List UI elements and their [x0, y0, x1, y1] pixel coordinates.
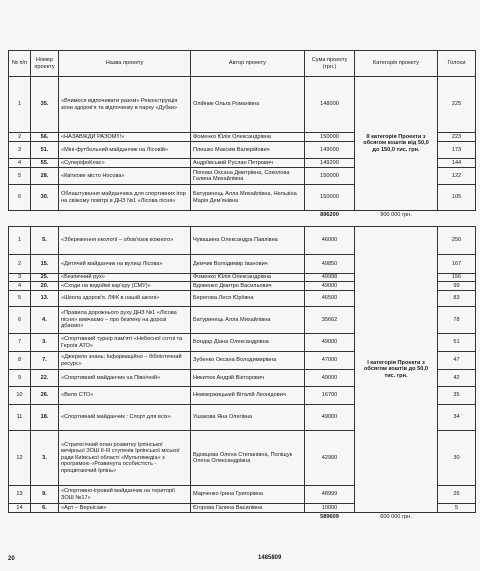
project-name: Облаштування майданчика для спортивних ігор на свіжому повітрі в ДНЗ №1 «Лісова пісня»: [59, 185, 191, 211]
project-number: 35.: [31, 77, 59, 133]
project-author: Ушакова Яна Олегівна: [191, 405, 305, 431]
project-number: 30.: [31, 185, 59, 211]
total-spacer: [9, 211, 305, 220]
project-author: Батуринець Алла Михайлівна, Нельзіна Марія Дем'янівна: [191, 185, 305, 211]
total-spacer: [438, 211, 476, 220]
project-author: Вдовцова Олена Степанівна, Поліщук Олена Олександрівна: [191, 431, 305, 486]
project-sum: 49998: [305, 274, 355, 282]
row-num: 13: [9, 486, 31, 504]
section-total-sum: 896200: [320, 212, 339, 219]
project-number: 28.: [31, 168, 59, 185]
project-author: Чувашина Олександра Павлівна: [191, 227, 305, 255]
project-sum: 150000: [305, 133, 355, 142]
votes-count: 105: [438, 185, 476, 211]
votes-count: 144: [438, 159, 476, 168]
row-num: 12: [9, 431, 31, 486]
table-header-row: [9, 51, 476, 77]
category-cell: І категорія Проекти з обсягом коштів до 50,0 тис. грн.: [355, 227, 438, 513]
total-spacer: [9, 513, 305, 522]
project-number: 51.: [31, 142, 59, 159]
row-num: 1: [9, 77, 31, 133]
votes-count: 5: [438, 504, 476, 513]
project-author: Фоменко Юлія Олександрівна: [191, 133, 305, 142]
page-number: 20: [8, 556, 15, 562]
project-number: 3.: [31, 431, 59, 486]
project-sum: 16700: [305, 387, 355, 405]
project-sum: 49000: [305, 334, 355, 352]
row-num: 2: [9, 255, 31, 274]
project-name: «Арт – Вернісаж»: [59, 504, 191, 513]
project-name: «Правила дорожнього руху ДНЗ №1 «Лісова пісня» вивчаємо – про безпеку на дорозі дбаємо»: [59, 307, 191, 334]
project-name: «Спортивний майданчик : Спорт для всіх»: [59, 405, 191, 431]
votes-count: 83: [438, 291, 476, 307]
project-number: 56.: [31, 133, 59, 142]
project-author: Єгорова Галина Василівна: [191, 504, 305, 513]
project-name: «Міні-футбольний майданчик на Лісовій»: [59, 142, 191, 159]
votes-count: 47: [438, 352, 476, 370]
project-name: «Вчимося відпочивати разом» Реконструкція зони здоров'я та відпочинку в парку «Дубки»: [59, 77, 191, 133]
row-num: 8: [9, 352, 31, 370]
votes-count: 30: [438, 431, 476, 486]
project-name: «Безпечний рух»: [59, 274, 191, 282]
votes-count: 34: [438, 405, 476, 431]
project-sum: 46000: [305, 227, 355, 255]
project-number: 55.: [31, 159, 59, 168]
project-sum: 148000: [305, 77, 355, 133]
votes-count: 42: [438, 370, 476, 387]
category-cell: ІІ категорія Проекти з обсягом коштів від 50,0 до 150,0 тис. грн.: [355, 77, 438, 211]
row-num: 6: [9, 185, 31, 211]
header-author: Автор проекту: [191, 51, 305, 77]
project-name: «Школа здоров'я. ЛФК в нашій школі»: [59, 291, 191, 307]
project-name: «Вело СТО»: [59, 387, 191, 405]
project-author: Попова Оксана Дмитрівна, Соколова Галина Михайлівна: [191, 168, 305, 185]
project-sum: 35662: [305, 307, 355, 334]
project-number: 9.: [31, 486, 59, 504]
row-num: 11: [9, 405, 31, 431]
row-num: 1: [9, 227, 31, 255]
project-name: «Сходи на водоймі кар'єру (СМУ)»: [59, 282, 191, 291]
table-row: [9, 227, 476, 255]
header-project-name: Назва проекту: [59, 51, 191, 77]
project-author: Демчик Володимир Іванович: [191, 255, 305, 274]
header-num: № п/п: [9, 51, 31, 77]
project-sum: 49000: [305, 405, 355, 431]
project-author: Зубенко Оксана Володимирівна: [191, 352, 305, 370]
project-author: Батуринець Алла Михайлівна: [191, 307, 305, 334]
section-budget: 900 000 грн.: [380, 212, 412, 219]
header-project-number: Номер проекту: [31, 51, 59, 77]
row-num: 2: [9, 133, 31, 142]
grand-total: 1485809: [258, 555, 282, 561]
project-author: Фоменко Юлія Олександрівна: [191, 274, 305, 282]
project-sum: 46500: [305, 291, 355, 307]
project-name: «Стратегічний план розвитку Ірпінської вечірньої ЗОШ ІІ-ІІІ ступенів Ірпінської міської ради Київської області «Мультимедіа» з програмою «Розвинута особистість - процвітаючий Ірпінь»: [59, 431, 191, 486]
project-name: «Спортивно-ігровий майданчик на території ЗОШ №17»: [59, 486, 191, 504]
row-num: 5: [9, 168, 31, 185]
table-category-2: [8, 50, 476, 220]
project-author: Берегова Леся Юріївна: [191, 291, 305, 307]
project-sum: 150000: [305, 185, 355, 211]
project-name: «Збереження екології – обов'язок кожного»: [59, 227, 191, 255]
project-sum: 42900: [305, 431, 355, 486]
votes-count: 173: [438, 142, 476, 159]
row-num: 9: [9, 370, 31, 387]
project-sum: 149000: [305, 142, 355, 159]
project-author: Бондар Діана Олександрівна: [191, 334, 305, 352]
row-num: 4: [9, 159, 31, 168]
votes-count: 156: [438, 274, 476, 282]
votes-count: 26: [438, 486, 476, 504]
row-num: 3: [9, 142, 31, 159]
project-number: 7.: [31, 352, 59, 370]
votes-count: 223: [438, 133, 476, 142]
project-number: 20.: [31, 282, 59, 291]
votes-count: 51: [438, 334, 476, 352]
project-author: Плешко Максим Валерійович: [191, 142, 305, 159]
row-num: 6: [9, 307, 31, 334]
project-author: Вдовенко Дмитро Васильович: [191, 282, 305, 291]
project-number: 13.: [31, 291, 59, 307]
header-votes: Голоси: [438, 51, 476, 77]
project-number: 4.: [31, 307, 59, 334]
votes-count: 167: [438, 255, 476, 274]
votes-count: 35: [438, 387, 476, 405]
row-num: 7: [9, 334, 31, 352]
project-sum: 47000: [305, 352, 355, 370]
row-num: 10: [9, 387, 31, 405]
project-number: 22.: [31, 370, 59, 387]
project-sum: 49000: [305, 282, 355, 291]
section-budget: 600 000 грн.: [380, 514, 412, 521]
project-author: Олійник Ольга Романівна: [191, 77, 305, 133]
row-num: 3: [9, 274, 31, 282]
votes-count: 250: [438, 227, 476, 255]
row-num: 14: [9, 504, 31, 513]
project-number: 18.: [31, 405, 59, 431]
votes-count: 99: [438, 282, 476, 291]
project-name: «НАЗАВЖДИ РАЗОМ!!!»: [59, 133, 191, 142]
project-sum: 149200: [305, 159, 355, 168]
project-number: 26.: [31, 387, 59, 405]
project-number: 5.: [31, 227, 59, 255]
row-num: 4: [9, 282, 31, 291]
project-name: «Спортивний турнір пам'яті «Небесної сотні та Героїв АТО»: [59, 334, 191, 352]
project-number: 6.: [31, 504, 59, 513]
project-sum: 49000: [305, 370, 355, 387]
total-row: [9, 513, 476, 522]
project-name: «СуперіфоКлас»: [59, 159, 191, 168]
header-category: Категорія проекту: [355, 51, 438, 77]
project-sum: 10000: [305, 504, 355, 513]
project-author: Андріївський Руслан Петрович: [191, 159, 305, 168]
project-name: «Спортивний майданчик на Північній»: [59, 370, 191, 387]
project-sum: 49850: [305, 255, 355, 274]
row-num: 5: [9, 291, 31, 307]
total-row: [9, 211, 476, 220]
project-name: «Квіткове місто Носова»: [59, 168, 191, 185]
votes-count: 225: [438, 77, 476, 133]
table-category-1: [8, 226, 476, 522]
project-sum: 150000: [305, 168, 355, 185]
project-name: «Дитячий майданчик на вулиці Лісова»: [59, 255, 191, 274]
project-number: 15.: [31, 255, 59, 274]
project-name: «Джерело знань: Інформаційно – бібліотечний ресурс»: [59, 352, 191, 370]
votes-count: 122: [438, 168, 476, 185]
total-spacer: [438, 513, 476, 522]
project-sum: 48999: [305, 486, 355, 504]
project-author: Невмержицький Віталій Леонідович: [191, 387, 305, 405]
section-total-sum: 589609: [320, 514, 339, 521]
project-number: 25.: [31, 274, 59, 282]
table-row: [9, 77, 476, 133]
project-number: 3.: [31, 334, 59, 352]
project-author: Марченко Ірина Григорівна: [191, 486, 305, 504]
project-author: Никитюк Андрій Вікторович: [191, 370, 305, 387]
votes-count: 78: [438, 307, 476, 334]
header-sum: Сума проекту (грн.): [305, 51, 355, 77]
